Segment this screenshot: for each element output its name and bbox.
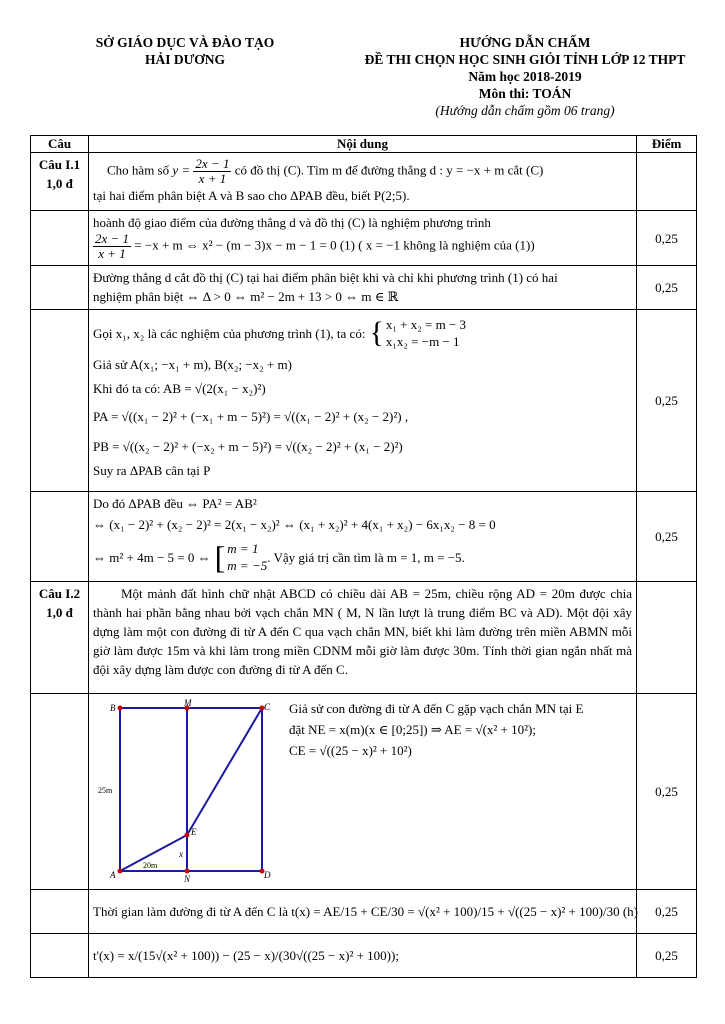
q2-step2-points: 0,25 bbox=[637, 890, 697, 934]
q1-statement-part1: có đồ thị (C). Tìm m để đường thẳng d : y = −x + m cắt (C) bbox=[234, 162, 544, 178]
label-n: N bbox=[184, 874, 191, 883]
q1-step1 bbox=[89, 211, 637, 266]
q1-step1-fraction: $\frac{2x - 1}{x + 1}$ bbox=[95, 231, 130, 261]
q2-problem bbox=[89, 582, 637, 694]
q2-step3-text: t'(x) = x/(15√(x² + 100)) − (25 − x)/(30√((25 − x)² + 100)); bbox=[93, 948, 399, 963]
label-d: D bbox=[264, 870, 271, 880]
q1-step4: Do đó ΔPAB đều ⇔ PA² = AB² ⇔ (x₁ − 2)² + (x₂ − 2)² = 2(x₁ − x₂)² ⇔ (x₁ + x₂)² + 4(x₁ + x₂) − 6x₁x₂ − 8 = 0 ⇔ m² + 4m − 5 = 0 ⇔ [ m = 1 m = −5 . Vậy giá trị cần tìm là m = 1, m = −5. bbox=[89, 492, 637, 582]
q2-step1-line3: CE = √((25 − x)² + 10²) bbox=[289, 743, 412, 758]
subject: Môn thi: TOÁN bbox=[478, 86, 572, 101]
table-header-row bbox=[31, 136, 697, 153]
q1-statement-part2: tại hai điểm phân biệt A và B sao cho ΔPAB đều, biết P(2;5). bbox=[93, 188, 410, 203]
q1-step4-line3b: . Vậy giá trị cần tìm là m = 1, m = −5. bbox=[267, 549, 465, 565]
q1-step3-line5: PB = √((x₂ − 2)² + (−x₂ + m − 5)²) = √((x₂ − 2)² + (x₁ − 2)²) bbox=[93, 439, 403, 454]
school-year: Năm học 2018-2019 bbox=[468, 69, 582, 84]
page-note: (Hướng dẫn chấm gồm 06 trang) bbox=[435, 103, 615, 118]
q1-step4-line3a: ⇔ m² + 4m − 5 = 0 ⇔ bbox=[93, 549, 211, 565]
q2-step1 bbox=[89, 694, 637, 890]
header-right bbox=[355, 34, 695, 119]
label-a: A bbox=[110, 870, 116, 880]
col-header-noi-dung: Nội dung bbox=[89, 136, 637, 153]
label-x: x bbox=[179, 849, 183, 859]
q1-step1-row bbox=[31, 211, 697, 266]
q1-step2-line2: nghiệm phân biệt ⇔ Δ > 0 ⇔ m² − 2m + 13 > 0 ⇔ m ∈ ℝ bbox=[93, 289, 399, 304]
q2-label: Câu I.2 bbox=[38, 586, 81, 601]
q2-problem-text: Một mảnh đất hình chữ nhật ABCD có chiều dài AB = 25m, chiều rộng AD = 20m được chia thành hai phần bằng nhau bởi vạch chắn MN ( M, N lần lượt là trung điểm BC và AD). Một đội xây dựng làm một con đường đi từ A đến C qua vạch chắn MN, biết khi làm đường trên miền ABMN mỗi giờ làm được 15m và khi làm trong miền CDNM mỗi giờ làm được 30m. Tính thời gian ngắn nhất mà đội xây dựng làm được con đường đi từ A đến C. bbox=[93, 586, 632, 677]
grading-table bbox=[30, 135, 697, 978]
q1-step3-line2: Giả sử A(x₁; −x₁ + m), B(x₂; −x₂ + m) bbox=[93, 357, 292, 372]
q1-step4-points: 0,25 bbox=[637, 492, 697, 582]
q2-step1-row bbox=[31, 694, 697, 890]
rect-abcd bbox=[120, 708, 262, 871]
label-bottom-20m: 20m bbox=[143, 861, 158, 870]
q1-step4-case2: m = −5 bbox=[227, 558, 268, 573]
q1-step3: Gọi x₁, x₂ là các nghiệm của phương trình (1), ta có: { x₁ + x₂ = m − 3 x₁x₂ = −m − 1 Giả sử A(x₁; −x₁ + m), B(x₂; −x₂ + m) Khi đó ta có: AB = √(2(x₁ − x₂)²) PA = √((x₁ − 2)² + (−x₁ + m − 5)²) = √((x₁ − 2)² + (x₂ − 2)²) , PB = √((x₂ − 2)² + (−x₂ + m − 5)²) = √((x₂ − 2)² + (x₁ − 2)²) Suy ra ΔPAB cân tại P bbox=[89, 310, 637, 492]
label-b: B bbox=[110, 703, 116, 713]
q1-intro: Cho hàm số bbox=[107, 162, 170, 178]
q1-step3-row bbox=[31, 310, 697, 492]
figure-svg bbox=[93, 698, 283, 883]
col-header-cau: Câu bbox=[31, 136, 89, 153]
point-n bbox=[185, 869, 190, 874]
q1-step2-line1: Đường thẳng d cắt đồ thị (C) tại hai điểm phân biệt khi và chỉ khi phương trình (1) có hai bbox=[93, 270, 558, 285]
q1-step3-line6: Suy ra ΔPAB cân tại P bbox=[93, 463, 211, 478]
q2-step3 bbox=[89, 934, 637, 978]
q1-score: 1,0 đ bbox=[46, 176, 73, 191]
label-side-25m: 25m bbox=[98, 786, 113, 795]
header-left bbox=[70, 34, 300, 68]
q2-step3-row bbox=[31, 934, 697, 978]
point-a bbox=[118, 869, 123, 874]
point-b bbox=[118, 706, 123, 711]
q2-label-cell bbox=[31, 582, 89, 694]
q2-step2 bbox=[89, 890, 637, 934]
q2-score: 1,0 đ bbox=[46, 605, 73, 620]
q1-label-cell bbox=[31, 153, 89, 211]
q1-step2-points: 0,25 bbox=[637, 266, 697, 310]
doc-title: HƯỚNG DẪN CHẤM bbox=[459, 35, 591, 50]
q1-step1-points: 0,25 bbox=[637, 211, 697, 266]
q1-label: Câu I.1 bbox=[38, 157, 81, 172]
q1-step3-system1: x₁ + x₂ = m − 3 bbox=[385, 317, 467, 332]
q2-step2-row bbox=[31, 890, 697, 934]
rectangle-figure bbox=[93, 698, 283, 883]
q1-step2-row bbox=[31, 266, 697, 310]
q1-step3-line3: Khi đó ta có: AB = √(2(x₁ − x₂)²) bbox=[93, 381, 266, 396]
q1-step2 bbox=[89, 266, 637, 310]
q1-step1-line1: hoành độ giao điểm của đường thẳng d và đồ thị (C) là nghiệm phương trình bbox=[93, 215, 491, 230]
department-name: SỞ GIÁO DỤC VÀ ĐÀO TẠO bbox=[95, 35, 275, 50]
q1-step4-case1: m = 1 bbox=[227, 541, 259, 556]
line-ec bbox=[187, 708, 262, 835]
q1-step1-equation: = −x + m ⇔ x² − (m − 3)x − m − 1 = 0 (1) ( x = −1 không là nghiệm của (1)) bbox=[134, 237, 535, 253]
point-e bbox=[185, 833, 190, 838]
q1-statement-row bbox=[31, 153, 697, 211]
q2-statement-row bbox=[31, 582, 697, 694]
q1-step3-line1: Gọi x₁, x₂ là các nghiệm của phương trình (1), ta có: bbox=[93, 325, 366, 341]
q2-step1-points: 0,25 bbox=[637, 694, 697, 890]
q1-step4-line2: ⇔ (x₁ − 2)² + (x₂ − 2)² = 2(x₁ − x₂)² ⇔ (x₁ + x₂)² + 4(x₁ + x₂) − 6x₁x₂ − 8 = 0 bbox=[93, 517, 496, 532]
label-c: C bbox=[264, 702, 271, 712]
label-m: M bbox=[184, 698, 192, 708]
q1-step3-system2: x₁x₂ = −m − 1 bbox=[385, 334, 460, 349]
q1-step3-points: 0,25 bbox=[637, 310, 697, 492]
q1-function-fraction: $\frac{2x - 1}{x + 1}$ bbox=[195, 156, 230, 186]
province-name: HẢI DƯƠNG bbox=[144, 52, 226, 67]
q2-step2-text: Thời gian làm đường đi từ A đến C là t(x) = AE/15 + CE/30 = √(x² + 100)/15 + √((25 − x)² + 100)/30 (h) bbox=[93, 904, 638, 919]
exam-title: ĐỀ THI CHỌN HỌC SINH GIỎI TỈNH LỚP 12 THPT bbox=[364, 52, 686, 67]
q2-step1-line1: Giả sử con đường đi từ A đến C gặp vạch chắn MN tại E bbox=[289, 701, 584, 716]
q2-step3-points: 0,25 bbox=[637, 934, 697, 978]
q1-step3-line4: PA = √((x₁ − 2)² + (−x₁ + m − 5)²) = √((x₁ − 2)² + (x₂ − 2)²) , bbox=[93, 409, 409, 424]
label-e: E bbox=[191, 827, 197, 837]
col-header-diem: Điểm bbox=[637, 136, 697, 153]
q1-step4-row bbox=[31, 492, 697, 582]
q2-step1-line2: đặt NE = x(m)(x ∈ [0;25]) ⇒ AE = √(x² + 10²); bbox=[289, 722, 536, 737]
q1-step4-line1: Do đó ΔPAB đều ⇔ PA² = AB² bbox=[93, 496, 257, 511]
q1-statement: Cho hàm số y = $\frac{2x - 1}{x + 1}$ có đồ thị (C). Tìm m để đường thẳng d : y = −x + m cắt (C) tại hai điểm phân biệt A và B sao cho ΔPAB đều, biết P(2;5). bbox=[89, 153, 637, 211]
